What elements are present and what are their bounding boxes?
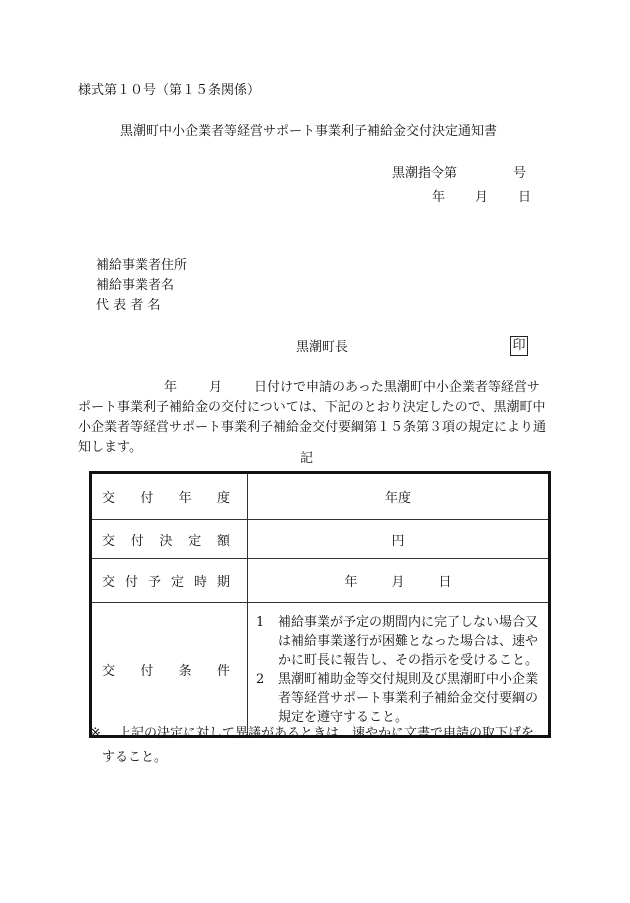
notice-body [78,378,548,458]
decision-table [89,471,551,738]
recipient-address-label: 補給事業者住所 [96,258,188,273]
conditions-value [248,603,550,737]
form-number: 様式第１０号（第１５条関係） [78,83,261,98]
issue-date-month: 月 [475,190,489,205]
recipient-block [96,256,187,316]
row-label-decided-amount: 交 付 決 定 額 [91,520,248,559]
table-row [91,559,550,603]
list-item: 1 補給事業が予定の期間内に完了しない場合又は補給事業遂行が困難となった場合は、速やかに町長に報告し、その指示を受けること。 [256,615,539,668]
representative-name-label: 代 表 者 名 [96,298,161,313]
ki-heading: 記 [300,451,314,466]
document-title: 黒潮町中小企業者等経営サポート事業利子補給金交付決定通知書 [120,124,498,139]
body-year: 年 [164,380,178,395]
body-text-first: 日付けで申請のあった黒潮町中小企業者等経営サ [254,380,540,395]
issuer-title: 黒潮町長 [296,340,349,355]
table-row [91,603,550,737]
note-text-first: 上記の決定に対して異議があるときは、速やかに文書で申請の取下げを [118,726,535,741]
fiscal-year-value: 年度 [248,473,550,520]
recipient-name-label: 補給事業者名 [96,278,175,293]
scheduled-date-value: 年 月 日 [248,559,550,603]
body-month: 月 [209,380,223,395]
issue-date [432,191,531,204]
seal-mark: 印 [510,336,528,356]
reference-number-suffix: 号 [513,166,527,181]
note-mark: ※ [90,726,101,741]
row-label-fiscal-year: 交 付 年 度 [91,473,248,520]
decided-amount-value: 円 [248,520,550,559]
note-text-second: すること。 [102,750,168,765]
row-label-conditions: 交 付 条 件 [91,603,248,737]
row-label-scheduled-date: 交 付 予 定 時 期 [91,559,248,603]
table-row [91,473,550,520]
table-row [91,520,550,559]
objection-note [90,722,560,770]
issue-date-year: 年 [432,190,446,205]
issue-date-day: 日 [518,190,532,205]
list-item: 2 黒潮町補助金等交付規則及び黒潮町中小企業者等経営サポート事業利子補給金交付要綱の規定を遵守すること。 [256,672,539,725]
reference-number-prefix: 黒潮指令第 [392,166,458,181]
body-text-rest: ポート事業利子補給金の交付については、下記のとおり決定したので、黒潮町中小企業者等経営サポート事業利子補給金交付要綱第１５条第３項の規定により通知します。 [78,400,547,455]
